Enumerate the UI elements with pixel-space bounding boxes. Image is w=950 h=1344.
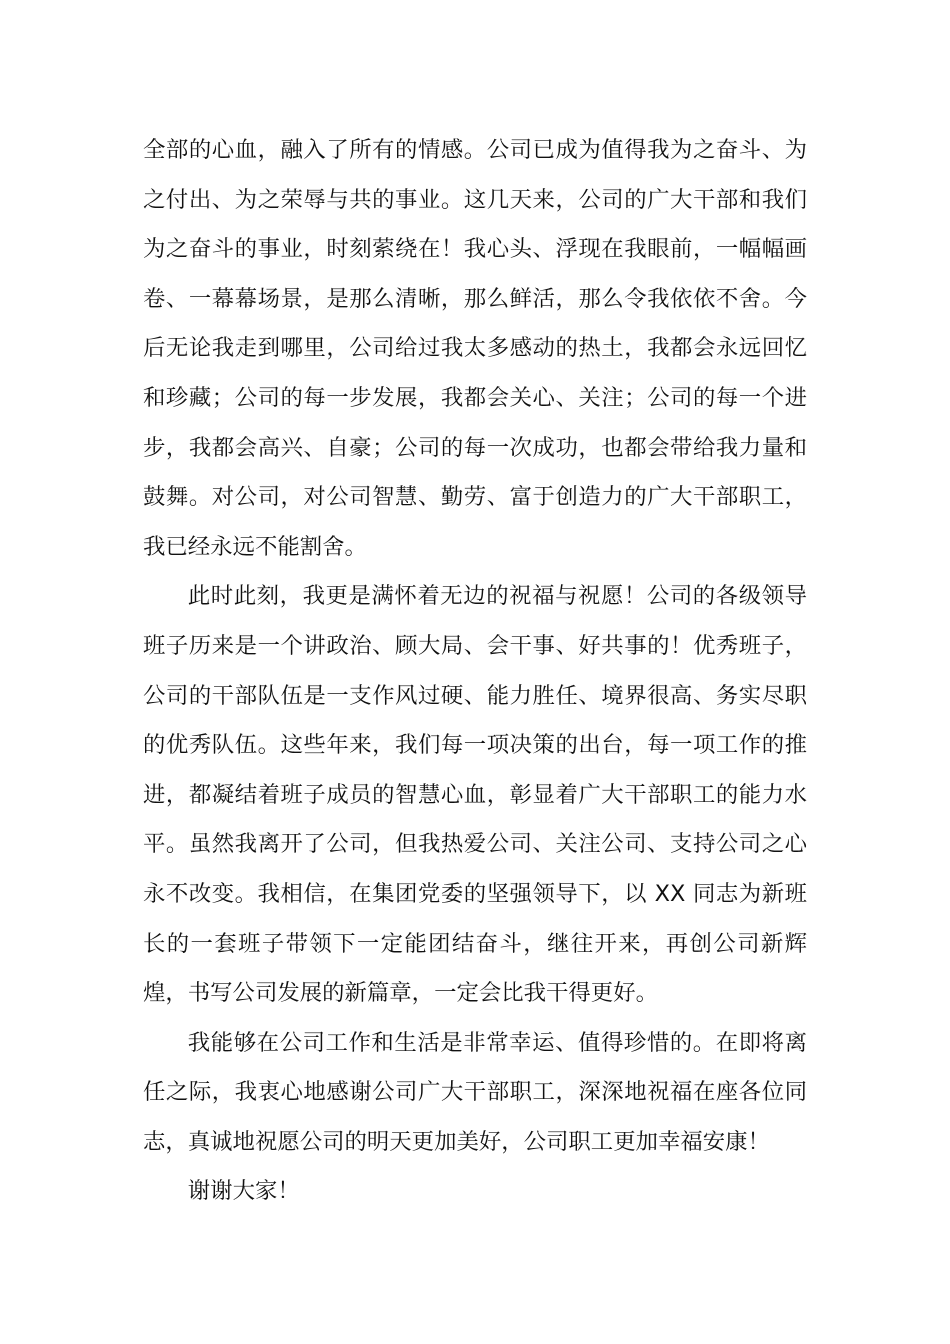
document-body [143,126,807,1217]
paragraph-blessing: 此时此刻，我更是满怀着无边的祝福与祝愿！公司的各级领导班子历来是一个讲政治、顾大局、会干事、好共事的！优秀班子，公司的干部队伍是一支作风过硬、能力胜任、境界很高、务实尽职的优秀队伍。这些年来，我们每一项决策的出台，每一项工作的推进，都凝结着班子成员的智慧心血，彰显着广大干部职工的能力水平。虽然我离开了公司，但我热爱公司、关注公司、支持公司之心永不改变。我相信，在集团党委的坚强领导下，以 XX 同志为新班长的一套班子带领下一定能团结奋斗，继往开来，再创公司新辉煌，书写公司发展的新篇章，一定会比我干得更好。 [143,583,807,1007]
paragraph-closing: 谢谢大家！ [187,1178,300,1205]
paragraph-thanks: 我能够在公司工作和生活是非常幸运、值得珍惜的。在即将离任之际，我衷心地感谢公司广大干部职工，深深地祝福在座各位同志，真诚地祝愿公司的明天更加美好，公司职工更加幸福安康！ [143,1029,807,1155]
paragraph-continuation: 全部的心血，融入了所有的情感。公司已成为值得我为之奋斗、为之付出、为之荣辱与共的事业。这几天来，公司的广大干部和我们为之奋斗的事业，时刻萦绕在！我心头、浮现在我眼前，一幅幅画卷、一幕幕场景，是那么清晰，那么鲜活，那么令我依依不舍。今后无论我走到哪里，公司给过我太多感动的热土，我都会永远回忆和珍藏；公司的每一步发展，我都会关心、关注；公司的每一个进步，我都会高兴、自豪；公司的每一次成功，也都会带给我力量和鼓舞。对公司，对公司智慧、勤劳、富于创造力的广大干部职工，我已经永远不能割舍。 [143,137,807,560]
